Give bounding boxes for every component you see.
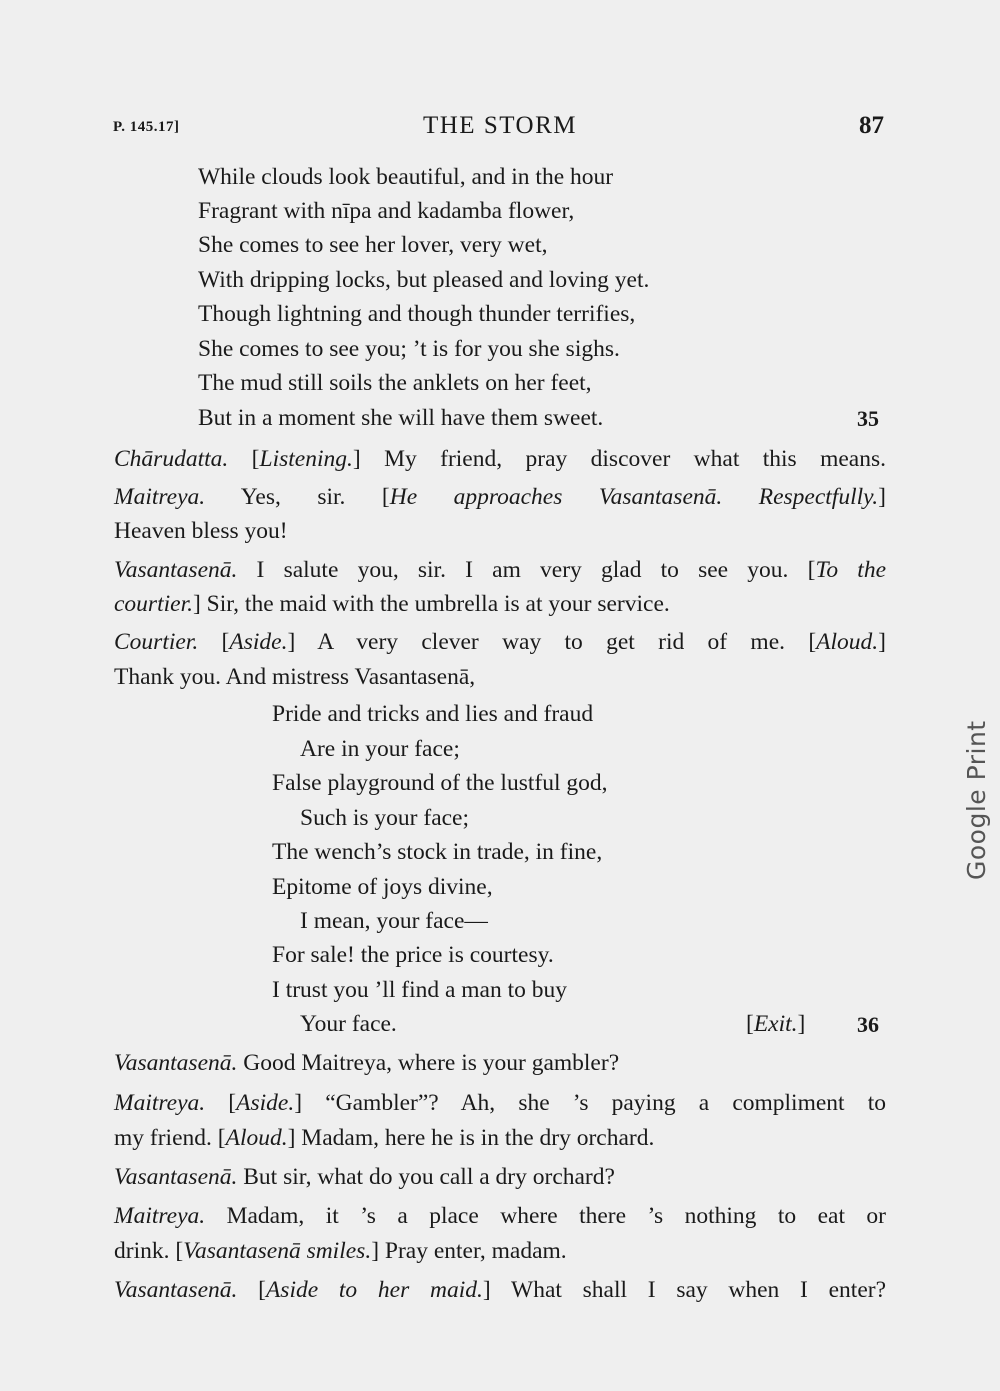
verse-line: Though lightning and though thunder terrifies, bbox=[198, 301, 636, 327]
stage-direction: Aside. bbox=[236, 1090, 295, 1116]
dialogue-line: Courtier. [Aside.] A very clever way to get rid of me. [Aloud.] bbox=[114, 629, 886, 655]
page-number: 87 bbox=[859, 112, 884, 139]
stage-direction: courtier. bbox=[114, 591, 193, 617]
verse-line: The mud still soils the anklets on her feet, bbox=[198, 370, 592, 396]
dialogue-line: Maitreya. [Aside.] “Gambler”? Ah, she ’s paying a compliment to bbox=[114, 1090, 886, 1116]
dialogue-line: Vasantasenā. But sir, what do you call a dry orchard? bbox=[114, 1164, 615, 1190]
dialogue-line: Vasantasenā. I salute you, sir. I am very glad to see you. [To the bbox=[114, 557, 886, 583]
stage-direction: Listening. bbox=[259, 446, 353, 472]
speaker-name: Vasantasenā. bbox=[114, 1164, 238, 1190]
stage-direction: Aloud. bbox=[225, 1125, 288, 1151]
dialogue-line: Vasantasenā. Good Maitreya, where is your gambler? bbox=[114, 1050, 620, 1076]
dialogue-line: Maitreya. Madam, it ’s a place where there ’s nothing to eat or bbox=[114, 1203, 886, 1229]
dialogue-line: Chārudatta. [Listening.] My friend, pray discover what this means. bbox=[114, 446, 887, 472]
dialogue-line: Heaven bless you! bbox=[114, 518, 288, 544]
stage-direction: Exit. bbox=[753, 1011, 798, 1037]
verse-number: 36 bbox=[857, 1012, 879, 1037]
verse-line: I mean, your face— bbox=[300, 908, 488, 934]
speaker-name: Maitreya. bbox=[114, 1203, 206, 1229]
page-reference: P. 145.17] bbox=[113, 119, 180, 135]
speaker-name: Vasantasenā. bbox=[114, 1050, 238, 1076]
dialogue-line: Maitreya. Yes, sir. [He approaches Vasantasenā. Respectfully.] bbox=[114, 484, 886, 510]
dialogue-line: my friend. [Aloud.] Madam, here he is in the dry orchard. bbox=[114, 1125, 655, 1151]
verse-line: The wench’s stock in trade, in fine, bbox=[272, 839, 603, 865]
stage-direction: Aside. bbox=[229, 629, 288, 655]
verse-line: With dripping locks, but pleased and loving yet. bbox=[198, 267, 650, 293]
speaker-name: Courtier. bbox=[114, 629, 199, 655]
verse-line: Your face. bbox=[300, 1011, 397, 1037]
dialogue-line: Vasantasenā. [Aside to her maid.] What shall I say when I enter? bbox=[114, 1277, 887, 1303]
speaker-name: Maitreya. bbox=[114, 484, 206, 510]
verse-line: She comes to see her lover, very wet, bbox=[198, 232, 548, 258]
verse-line: False playground of the lustful god, bbox=[272, 770, 608, 796]
stage-direction: Vasantasenā smiles. bbox=[183, 1238, 372, 1264]
verse-line: Such is your face; bbox=[300, 805, 470, 831]
speaker-name: Vasantasenā. bbox=[114, 1277, 238, 1303]
verse-line: But in a moment she will have them sweet. bbox=[198, 405, 604, 431]
stage-direction: To the bbox=[815, 557, 886, 583]
verse-line: Epitome of joys divine, bbox=[272, 874, 493, 900]
google-print-watermark: Google Print bbox=[962, 720, 991, 880]
verse-line: While clouds look beautiful, and in the hour bbox=[198, 164, 614, 190]
dialogue-line: drink. [Vasantasenā smiles.] Pray enter, madam. bbox=[114, 1238, 567, 1264]
stage-direction: Aside to her maid. bbox=[265, 1277, 483, 1303]
stage-direction: He approaches Vasantasenā. Respectfully. bbox=[389, 484, 879, 510]
exit-direction: [Exit.] bbox=[746, 1011, 806, 1037]
speaker-name: Chārudatta. bbox=[114, 446, 229, 472]
verse-line: I trust you ’ll find a man to buy bbox=[272, 977, 568, 1003]
speaker-name: Vasantasenā. bbox=[114, 557, 238, 583]
stage-direction: Aloud. bbox=[816, 629, 879, 655]
verse-line: She comes to see you; ’t is for you she sighs. bbox=[198, 336, 620, 362]
verse-number: 35 bbox=[857, 406, 879, 431]
verse-line: For sale! the price is courtesy. bbox=[272, 942, 554, 968]
dialogue-line: courtier.] Sir, the maid with the umbrella is at your service. bbox=[114, 591, 670, 617]
verse-line: Pride and tricks and lies and fraud bbox=[272, 701, 594, 727]
verse-line: Are in your face; bbox=[300, 736, 460, 762]
dialogue-line: Thank you. And mistress Vasantasenā, bbox=[114, 664, 476, 690]
verse-line: Fragrant with nīpa and kadamba flower, bbox=[198, 198, 575, 224]
chapter-title: THE STORM bbox=[422, 112, 578, 139]
speaker-name: Maitreya. bbox=[114, 1090, 206, 1116]
